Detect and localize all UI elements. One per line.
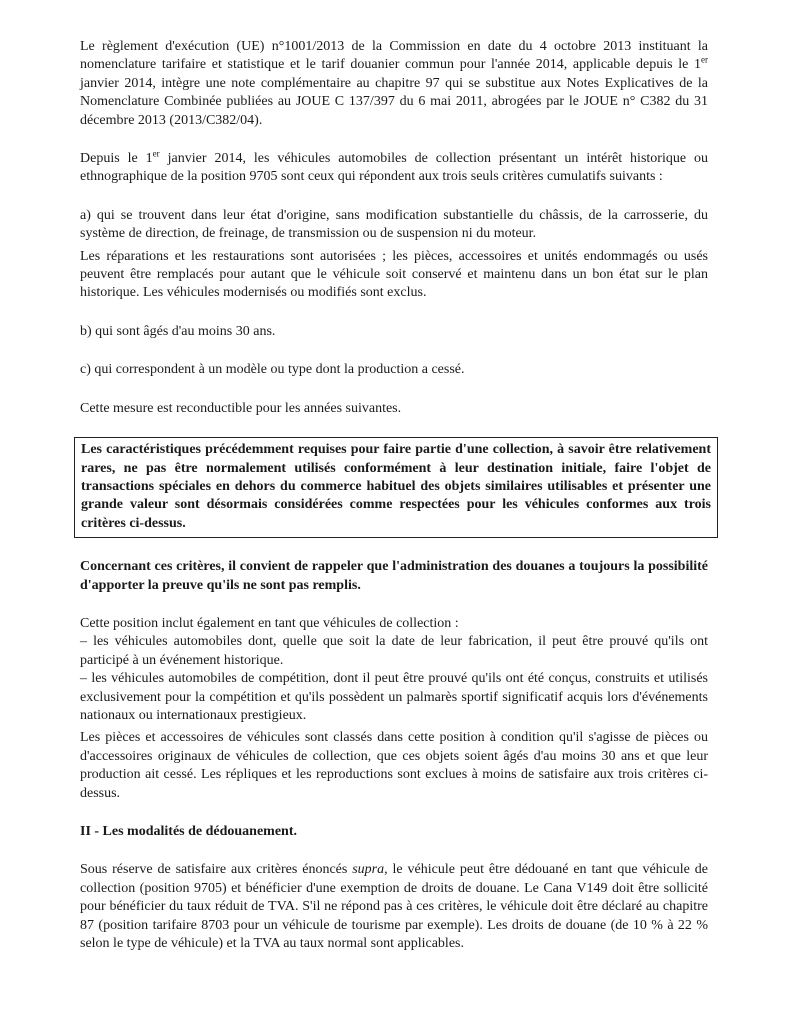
criteria-intro-superscript: er [152,148,160,159]
also-included-item-1: – les véhicules automobiles dont, quelle que soit la date de leur fabrication, il peut être prouvé qu'ils ont participé à un événement historique. [80,634,708,668]
parts-paragraph: Les pièces et accessoires de véhicules sont classés dans cette position à condition qu'il s'agisse de pièces ou d'accessoires originaux de véhicules de collection, que ces objets soient âgés d'au moins 30 ans et que leur production ait cessé. Les répliques et les reproductions sont exclues à moins de satisfaire aux trois critères ci-dessus. [80,730,708,801]
clearance-paragraph [80,861,708,953]
regulation-text-2: janvier 2014, intègre une note complémentaire au chapitre 97 qui se substitue aux Notes Explicatives de la Nomenclature Combinée publiées au JOUE C 137/397 du 6 mai 2011, abrogées par le JOUE n° C382 du 31 décembre 2013 (2013/C382/04). [80,75,708,128]
criterion-a: a) qui se trouvent dans leur état d'origine, sans modification substantielle du châssis, de la carrosserie, du système de direction, de freinage, de transmission ou de suspension ni du moteur. [80,207,708,242]
document-page [80,38,711,953]
boxed-note [74,437,718,538]
criteria-intro-text-1: Depuis le 1 [80,151,153,167]
clearance-text-2: , le véhicule peut être dédouané en tant que véhicule de collection (position 9705) et bénéficier d'une exemption de droits de douane. Le Cana V149 doit être sollicité pour bénéficier du taux réduit de TVA. S'il ne répond pas à ces critères, le véhicule doit être déclaré au chapitre 87 (position tarifaire 8703 pour un véhicule de tourisme par exemple). Les droits de douane (de 10 % à 22 % selon le type de véhicule) et la TVA au taux normal sont applicables. [80,862,708,952]
clearance-text-1: Sous réserve de satisfaire aux critères énoncés [80,862,353,878]
criterion-c: c) qui correspondent à un modèle ou type dont la production a cessé. [80,362,465,378]
regulation-superscript: er [701,54,708,65]
renewal-note: Cette mesure est reconductible pour les années suivantes. [80,400,402,416]
regulation-text-1: Le règlement d'exécution (UE) n°1001/2013 de la Commission en date du 4 octobre 2013 instituant la nomenclature tarifaire et statistique et le tarif douanier commun pour l'année 2014, applicable depuis le 1 [80,39,708,73]
clearance-italic: supra [352,862,385,878]
boxed-note-text: Les caractéristiques précédemment requises pour faire partie d'une collection, à savoir être relativement rares, ne pas être normalement utilisés conformément à leur destination initiale, faire l'objet de transactions spéciales en dehors du commerce habituel des objets similaires utilisables et présenter une grande valeur sont désormais considérées comme respectées pour les véhicules conformes aux trois critères ci-dessus. [81,442,711,531]
also-included-intro: Cette position inclut également en tant que véhicules de collection : [80,615,459,631]
admin-note: Concernant ces critères, il convient de rappeler que l'administration des douanes a toujours la possibilité d'apporter la preuve qu'ils ne sont pas remplis. [80,559,708,593]
section-2-heading: II - Les modalités de dédouanement. [80,824,298,839]
regulation-paragraph [80,38,708,130]
criterion-b: b) qui sont âgés d'au moins 30 ans. [80,323,276,339]
criteria-intro-paragraph [80,150,708,187]
criteria-intro-text-2: janvier 2014, les véhicules automobiles de collection présentant un intérêt historique ou ethnographique de la position 9705 sont ceux qui répondent aux trois seuls critères cumulatifs suivants : [80,151,709,185]
also-included-item-2: – les véhicules automobiles de compétition, dont il peut être prouvé qu'ils ont été conçus, construits et utilisés exclusivement pour la compétition et qu'ils possèdent un palmarès sportif significatif acquis lors d'événements nationaux ou internationaux prestigieux. [80,671,708,723]
criterion-a-details: Les réparations et les restaurations sont autorisées ; les pièces, accessoires et unités endommagés ou usés peuvent être remplacés pour autant que le véhicule soit conservé et maintenu dans un bon état sur le plan historique. Les véhicules modernisés ou modifiés sont exclus. [80,248,708,301]
